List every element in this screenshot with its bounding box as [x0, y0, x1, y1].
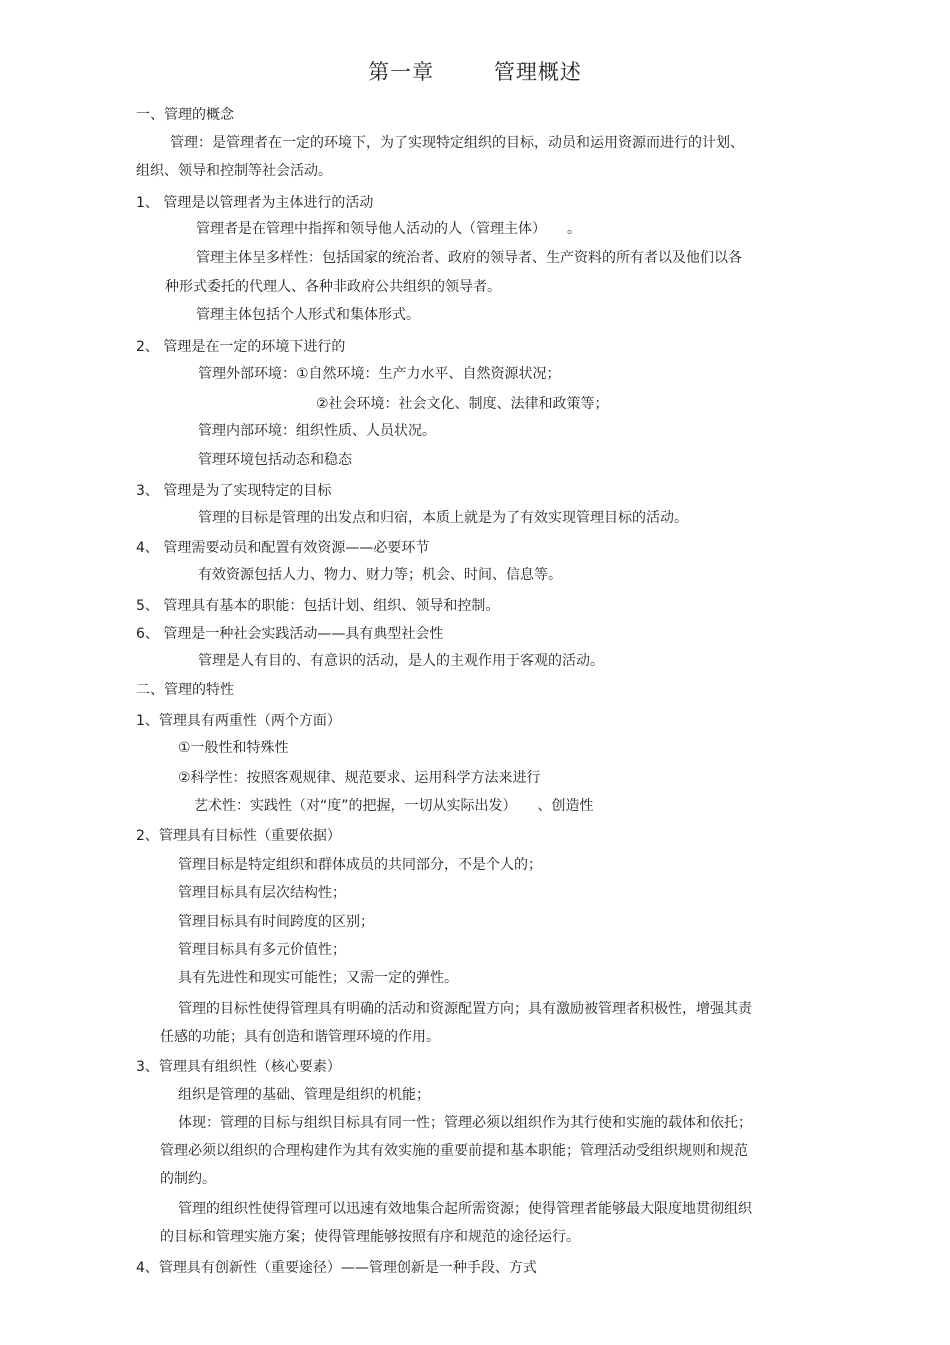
numbered-heading: 6、 管理是一种社会实践活动——具有典型社会性 [136, 626, 444, 642]
section-heading: 一、管理的概念 [136, 107, 234, 123]
paragraph-line: 管理外部环境：①自然环境：生产力水平、自然资源状况； [198, 366, 561, 382]
paragraph-line: 艺术性：实践性（对“度”的把握，一切从实际出发） 、创造性 [194, 798, 594, 814]
paragraph-line: 组织、领导和控制等社会活动。 [136, 163, 332, 179]
paragraph-line: 的制约。 [160, 1171, 216, 1187]
numbered-heading: 5、 管理具有基本的职能：包括计划、组织、领导和控制。 [136, 598, 500, 614]
paragraph-line: ②社会环境：社会文化、制度、法律和政策等； [316, 396, 609, 412]
numbered-heading: 4、管理具有创新性（重要途径）——管理创新是一种手段、方式 [136, 1260, 537, 1276]
numbered-heading: 1、管理具有两重性（两个方面） [136, 713, 341, 729]
paragraph-line: 管理目标具有层次结构性； [178, 885, 346, 901]
paragraph-line: 管理内部环境：组织性质、人员状况。 [198, 423, 436, 439]
paragraph-line: 管理的目标是管理的出发点和归宿，本质上就是为了有效实现管理目标的活动。 [198, 510, 688, 526]
paragraph-line: ①一般性和特殊性 [178, 740, 289, 756]
numbered-heading: 3、 管理是为了实现特定的目标 [136, 483, 332, 499]
paragraph-line: 管理的目标性使得管理具有明确的活动和资源配置方向；具有激励被管理者积极性，增强其责 [178, 1001, 752, 1017]
page-title: 第一章 管理概述 [368, 60, 582, 84]
paragraph-line: 任感的功能；具有创造和谐管理环境的作用。 [160, 1029, 440, 1045]
paragraph-line: 管理主体呈多样性：包括国家的统治者、政府的领导者、生产资料的所有者以及他们以各 [196, 250, 742, 266]
paragraph-line: 管理目标具有时间跨度的区别； [178, 914, 374, 930]
paragraph-line: 管理目标是特定组织和群体成员的共同部分，不是个人的； [178, 857, 542, 873]
paragraph-line: 管理目标具有多元价值性； [178, 942, 346, 958]
paragraph-line: 管理主体包括个人形式和集体形式。 [196, 307, 420, 323]
paragraph-line: 具有先进性和现实可能性；又需一定的弹性。 [178, 970, 458, 986]
numbered-heading: 2、管理具有目标性（重要依据） [136, 828, 341, 844]
section-heading: 二、管理的特性 [136, 682, 234, 698]
paragraph-line: 的目标和管理实施方案；使得管理能够按照有序和规范的途径运行。 [160, 1229, 580, 1245]
paragraph-line: 种形式委托的代理人、各种非政府公共组织的领导者。 [165, 279, 501, 295]
numbered-heading: 1、 管理是以管理者为主体进行的活动 [136, 195, 374, 211]
paragraph-line: 有效资源包括人力、物力、财力等；机会、时间、信息等。 [198, 567, 562, 583]
paragraph-line: 管理环境包括动态和稳态 [198, 452, 352, 468]
paragraph-line: 管理是人有目的、有意识的活动，是人的主观作用于客观的活动。 [198, 653, 604, 669]
paragraph-line: 管理者是在管理中指挥和领导他人活动的人（管理主体） 。 [196, 221, 581, 237]
paragraph-line: 组织是管理的基础、管理是组织的机能； [178, 1087, 430, 1103]
paragraph-line: 体现：管理的目标与组织目标具有同一性；管理必须以组织作为其行使和实施的载体和依托； [178, 1115, 752, 1131]
paragraph-line: 管理：是管理者在一定的环境下，为了实现特定组织的目标，动员和运用资源而进行的计划、 [170, 135, 744, 151]
paragraph-line: 管理的组织性使得管理可以迅速有效地集合起所需资源；使得管理者能够最大限度地贯彻组织 [178, 1201, 752, 1217]
paragraph-line: 管理必须以组织的合理构建作为其有效实施的重要前提和基本职能；管理活动受组织规则和规范 [160, 1143, 748, 1159]
numbered-heading: 3、管理具有组织性（核心要素） [136, 1059, 341, 1075]
numbered-heading: 4、 管理需要动员和配置有效资源——必要环节 [136, 540, 430, 556]
numbered-heading: 2、 管理是在一定的环境下进行的 [136, 339, 346, 355]
paragraph-line: ②科学性：按照客观规律、规范要求、运用科学方法来进行 [178, 770, 541, 786]
